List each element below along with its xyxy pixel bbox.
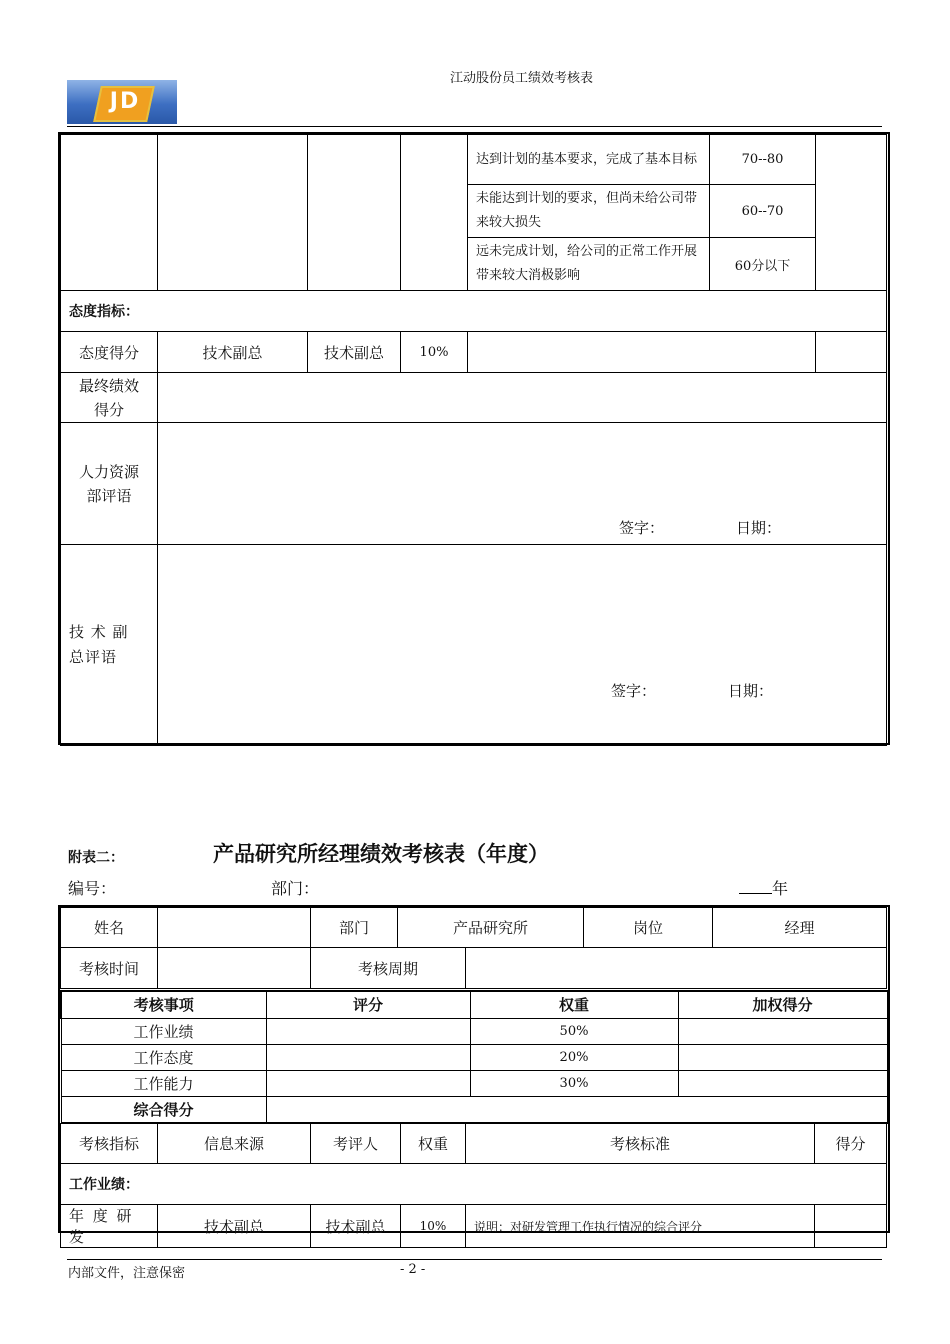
criteria-text: 远未完成计划，给公司的正常工作开展带来较大消极影响 (468, 238, 710, 291)
name-value[interactable] (158, 908, 311, 948)
name-label: 姓名 (61, 908, 158, 948)
criteria-score: 60--70 (710, 185, 816, 238)
summary-score-cell[interactable] (266, 1070, 470, 1096)
summary-weighted-cell[interactable] (678, 1070, 887, 1096)
summary-item: 工作态度 (61, 1044, 266, 1070)
detail-header: 信息来源 (158, 1124, 311, 1164)
attitude-evaluator: 技术副总 (308, 332, 401, 373)
indicator-cell: 年 度 研 发 (61, 1205, 158, 1248)
info-table (60, 907, 887, 989)
total-score-cell[interactable] (266, 1096, 887, 1123)
appendix-title: 产品研究所经理绩效考核表（年度） (213, 841, 549, 866)
detail-header: 考核指标 (61, 1124, 158, 1164)
criteria-text: 达到计划的基本要求，完成了基本目标 (468, 135, 710, 185)
detail-header: 权重 (401, 1124, 466, 1164)
summary-weighted-cell[interactable] (678, 1018, 887, 1044)
attitude-score-cell[interactable] (816, 332, 887, 373)
score-cell[interactable] (815, 1205, 887, 1248)
post-label: 岗位 (584, 908, 713, 948)
weight-cell: 10% (401, 1205, 466, 1248)
number-label: 编号： (68, 879, 117, 898)
source-cell: 技术副总 (158, 1205, 311, 1248)
summary-weight: 20% (470, 1044, 678, 1070)
summary-weight: 50% (470, 1018, 678, 1044)
summary-table (60, 990, 888, 1124)
summary-weighted-cell[interactable] (678, 1044, 887, 1070)
year-label: 年 (772, 879, 789, 898)
summary-score-cell[interactable] (266, 1044, 470, 1070)
vp-comment-label: 技 术 副 总评语 (61, 545, 158, 746)
summary-header: 评分 (266, 991, 470, 1018)
page-header-title: 江动股份员工绩效考核表 (450, 71, 594, 86)
criteria-text: 未能达到计划的要求，但尚未给公司带来较大损失 (468, 185, 710, 238)
vp-sign-label: 签字： (611, 682, 657, 700)
total-score-label: 综合得分 (61, 1096, 266, 1123)
standard-cell: 说明：对研发管理工作执行情况的综合评分 (466, 1205, 815, 1248)
year-blank[interactable] (739, 893, 772, 894)
time-value[interactable] (158, 948, 311, 989)
summary-header: 加权得分 (678, 991, 887, 1018)
department-label: 部门： (271, 879, 320, 898)
detail-header: 得分 (815, 1124, 887, 1164)
top-table (60, 134, 887, 746)
attitude-source: 技术副总 (158, 332, 308, 373)
work-performance-heading: 工作业绩： (61, 1164, 887, 1205)
summary-weight: 30% (470, 1070, 678, 1096)
detail-table (60, 1123, 887, 1248)
time-label: 考核时间 (61, 948, 158, 989)
summary-header: 权重 (470, 991, 678, 1018)
hr-date-label: 日期： (736, 519, 782, 537)
vp-comment-cell[interactable] (158, 545, 887, 746)
page-number: - 2 - (400, 1262, 426, 1277)
period-label: 考核周期 (311, 948, 466, 989)
hr-sign-label: 签字： (619, 519, 665, 537)
attitude-standard-cell[interactable] (468, 332, 816, 373)
attitude-score-label: 态度得分 (61, 332, 158, 373)
evaluator-cell: 技术副总 (311, 1205, 401, 1248)
hr-comment-label: 人力资源部评语 (61, 423, 158, 545)
attitude-weight: 10% (401, 332, 468, 373)
attitude-heading: 态度指标： (61, 291, 887, 332)
post-value: 经理 (713, 908, 887, 948)
summary-header: 考核事项 (61, 991, 266, 1018)
hr-comment-cell[interactable] (158, 423, 887, 545)
vp-date-label: 日期： (728, 682, 774, 700)
dept-label: 部门 (311, 908, 398, 948)
company-logo (67, 80, 177, 124)
logo-text: JD (109, 89, 141, 114)
period-value[interactable] (466, 948, 887, 989)
footer-confidential: 内部文件，注意保密 (68, 1266, 186, 1281)
appendix-label: 附表二： (68, 850, 124, 866)
summary-item: 工作能力 (61, 1070, 266, 1096)
criteria-score: 60分以下 (710, 238, 816, 291)
summary-score-cell[interactable] (266, 1018, 470, 1044)
final-score-label: 最终绩效得分 (61, 373, 158, 423)
final-score-cell[interactable] (158, 373, 887, 423)
dept-value: 产品研究所 (398, 908, 584, 948)
summary-item: 工作业绩 (61, 1018, 266, 1044)
criteria-score: 70--80 (710, 135, 816, 185)
detail-header: 考核标准 (466, 1124, 815, 1164)
detail-header: 考评人 (311, 1124, 401, 1164)
